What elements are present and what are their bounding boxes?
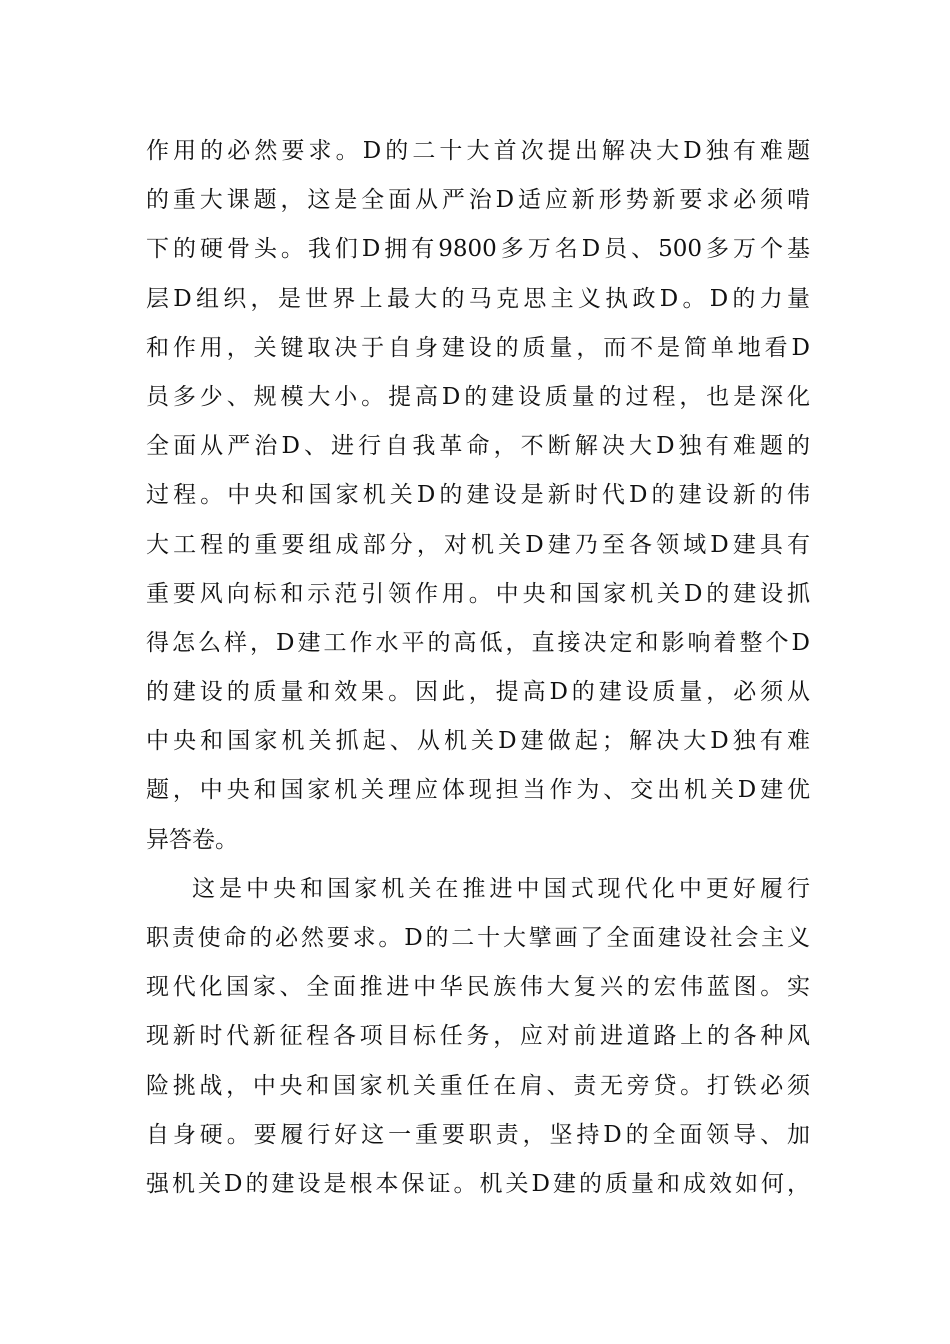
text-line: 过程。中央和国家机关D的建设是新时代D的建设新的伟 — [146, 482, 810, 509]
text-line: 员多少、规模大小。提高D的建设质量的过程，也是深化 — [146, 383, 810, 410]
text-line: 层D组织，是世界上最大的马克思主义执政D。D的力量 — [146, 285, 810, 312]
text-line: 职责使命的必然要求。D的二十大擘画了全面建设社会主义 — [146, 925, 810, 951]
text-line: 的重大课题，这是全面从严治D适应新形势新要求必须啃 — [146, 187, 810, 214]
text-line: 下的硬骨头。我们D拥有9800多万名D员、500多万个基 — [146, 236, 810, 263]
paragraph — [146, 127, 810, 865]
text-line: 强机关D的建设是根本保证。机关D建的质量和成效如何， — [146, 1170, 810, 1197]
paragraph — [146, 865, 810, 1209]
text-line: 险挑战，中央和国家机关重任在肩、责无旁贷。打铁必须 — [146, 1072, 810, 1099]
text-line: 作用的必然要求。D的二十大首次提出解决大D独有难题 — [146, 138, 810, 164]
text-line: 中央和国家机关抓起、从机关D建做起；解决大D独有难 — [146, 728, 810, 755]
text-line-indented: 这是中央和国家机关在推进中国式现代化中更好履行 — [192, 875, 810, 902]
text-line: 自身硬。要履行好这一重要职责，坚持D的全面领导、加 — [146, 1121, 810, 1148]
text-line: 现代化国家、全面推进中华民族伟大复兴的宏伟蓝图。实 — [146, 974, 810, 1001]
text-line: 现新时代新征程各项目标任务，应对前进道路上的各种风 — [146, 1023, 810, 1050]
text-line: 得怎么样，D建工作水平的高低，直接决定和影响着整个D — [146, 629, 810, 656]
text-line: 全面从严治D、进行自我革命，不断解决大D独有难题的 — [146, 433, 810, 460]
text-line: 的建设的质量和效果。因此，提高D的建设质量，必须从 — [146, 679, 810, 706]
text-line: 题，中央和国家机关理应体现担当作为、交出机关D建优 — [146, 777, 810, 804]
text-line: 大工程的重要组成部分，对机关D建乃至各领域D建具有 — [146, 531, 810, 558]
body-text — [146, 127, 810, 1209]
text-line: 异答卷。 — [146, 826, 238, 853]
text-line: 和作用，关键取决于自身建设的质量，而不是简单地看D — [146, 334, 810, 361]
text-line: 重要风向标和示范引领作用。中央和国家机关D的建设抓 — [146, 580, 810, 607]
